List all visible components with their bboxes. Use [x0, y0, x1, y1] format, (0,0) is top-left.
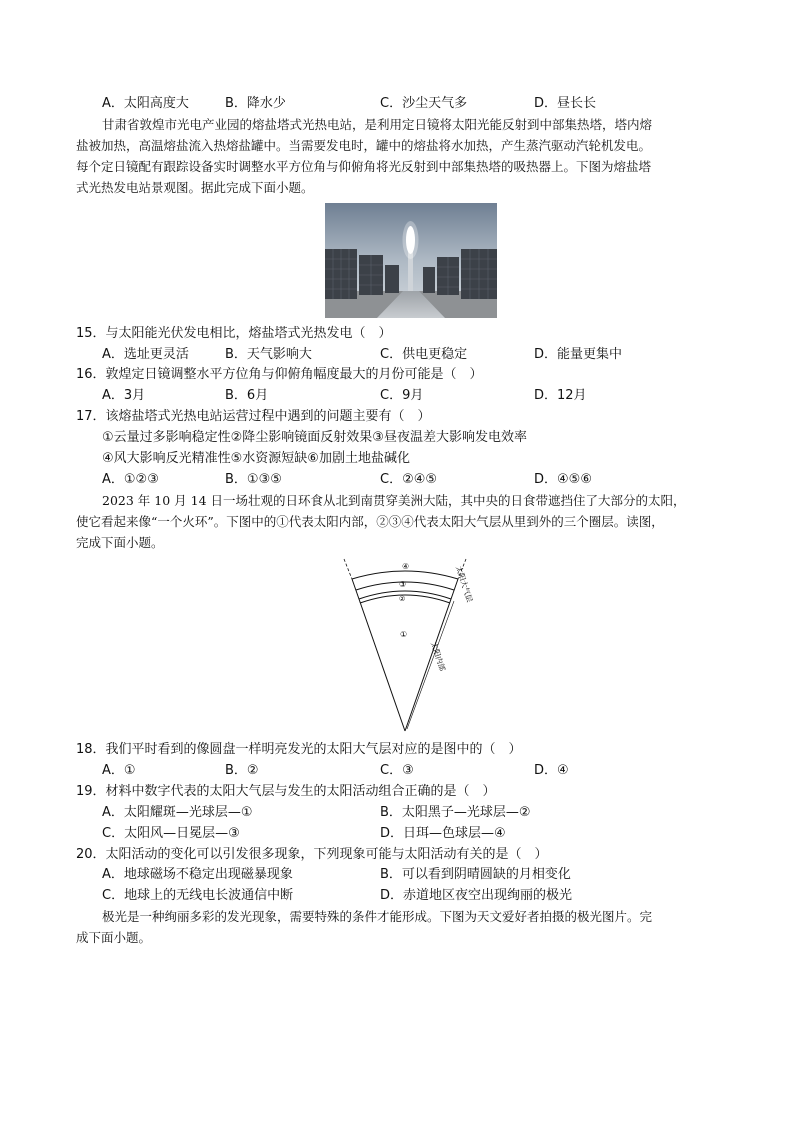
material3-line2: 成下面小题。	[76, 930, 152, 945]
q18-option-d: D．④	[534, 763, 569, 778]
q14-option-b: B．降水少	[225, 96, 286, 111]
material1-line3: 每个定日镜配有跟踪设备实时调整水平方位角与仰俯角将光反射到中部集热塔的吸热器上。下图为熔盐塔	[76, 159, 652, 174]
q17-stem: 17．该熔盐塔式光热电站运营过程中遇到的问题主要有（ ）	[76, 409, 431, 424]
solar-tower-photo	[325, 203, 497, 318]
material3-line1: 极光是一种绚丽多彩的发光现象，需要特殊的条件才能形成。下图为天文爱好者拍摄的极光图片。完	[102, 909, 653, 924]
diagram-label-3: ③	[399, 580, 407, 589]
q16-option-d: D．12月	[534, 388, 587, 403]
material1-line4: 式光热发电站景观图。据此完成下面小题。	[76, 180, 314, 195]
q17-items-line1: ①云量过多影响稳定性②降尘影响镜面反射效果③昼夜温差大影响发电效率	[102, 430, 527, 445]
q19-option-b: B．太阳黑子—光球层—②	[380, 805, 531, 820]
q17-items-line2: ④风大影响反光精准性⑤水资源短缺⑥加剧土地盐碱化	[102, 451, 410, 466]
interior-label: 太阳内部	[429, 640, 447, 673]
q14-option-c: C．沙尘天气多	[380, 96, 468, 111]
q17-option-a: A．①②③	[102, 472, 159, 487]
q18-stem: 18．我们平时看到的像圆盘一样明亮发光的太阳大气层对应的是图中的（ ）	[76, 742, 522, 757]
q16-option-b: B．6月	[225, 388, 269, 403]
diagram-label-4: ④	[402, 562, 410, 571]
q19-option-a: A．太阳耀斑—光球层—①	[102, 805, 253, 820]
q20-stem: 20．太阳活动的变化可以引发很多现象，下列现象可能与太阳活动有关的是（ ）	[76, 847, 548, 862]
q16-stem: 16．敦煌定日镜调整水平方位角与仰俯角幅度最大的月份可能是（ ）	[76, 367, 483, 382]
diagram-label-1: ①	[400, 630, 408, 639]
material1-line2: 盐被加热，高温熔盐流入热熔盐罐中。当需要发电时，罐中的熔盐将水加热，产生蒸汽驱动汽轮机发电。	[76, 138, 652, 153]
q19-option-d: D．日珥—色球层—④	[380, 826, 506, 841]
q17-option-b: B．①③⑤	[225, 472, 282, 487]
q17-option-d: D．④⑤⑥	[534, 472, 592, 487]
q16-option-c: C．9月	[380, 388, 424, 403]
q15-option-c: C．供电更稳定	[380, 347, 468, 362]
q20-option-b: B．可以看到阴晴圆缺的月相变化	[380, 867, 571, 882]
q15-stem: 15．与太阳能光伏发电相比，熔盐塔式光热发电（ ）	[76, 326, 392, 341]
q18-option-a: A．①	[102, 763, 136, 778]
q15-option-d: D．能量更集中	[534, 347, 623, 362]
q18-option-c: C．③	[380, 763, 414, 778]
q20-option-a: A．地球磁场不稳定出现磁暴现象	[102, 867, 293, 882]
q16-option-a: A．3月	[102, 388, 146, 403]
q19-stem: 19．材料中数字代表的太阳大气层与发生的太阳活动组合正确的是（ ）	[76, 784, 496, 799]
q20-option-d: D．赤道地区夜空出现绚丽的极光	[380, 888, 573, 903]
q17-option-c: C．②④⑤	[380, 472, 438, 487]
material2-line2: 使它看起来像“一个火环”。下图中的①代表太阳内部，②③④代表太阳大气层从里到外的三个圈层。读图，	[76, 514, 664, 529]
q18-option-b: B．②	[225, 763, 259, 778]
q20-option-c: C．地球上的无线电长波通信中断	[102, 888, 294, 903]
q14-option-d: D．昼长长	[534, 96, 597, 111]
q14-option-a: A．太阳高度大	[102, 96, 189, 111]
material1-line1: 甘肃省敦煌市光电产业园的熔盐塔式光热电站，是利用定日镜将太阳光能反射到中部集热塔，塔内熔	[102, 117, 653, 132]
sun-structure-diagram	[330, 557, 480, 735]
q15-option-a: A．选址更灵活	[102, 347, 189, 362]
material2-line1: 2023 年 10 月 14 日一场壮观的日环食从北到南贯穿美洲大陆，其中央的日食带遮挡住了大部分的太阳，	[102, 493, 686, 508]
q15-option-b: B．天气影响大	[225, 347, 312, 362]
material2-line3: 完成下面小题。	[76, 535, 164, 550]
q19-option-c: C．太阳风—日冕层—③	[102, 826, 240, 841]
diagram-label-2: ②	[399, 595, 406, 603]
atmosphere-label: 太阳大气层	[454, 564, 475, 604]
